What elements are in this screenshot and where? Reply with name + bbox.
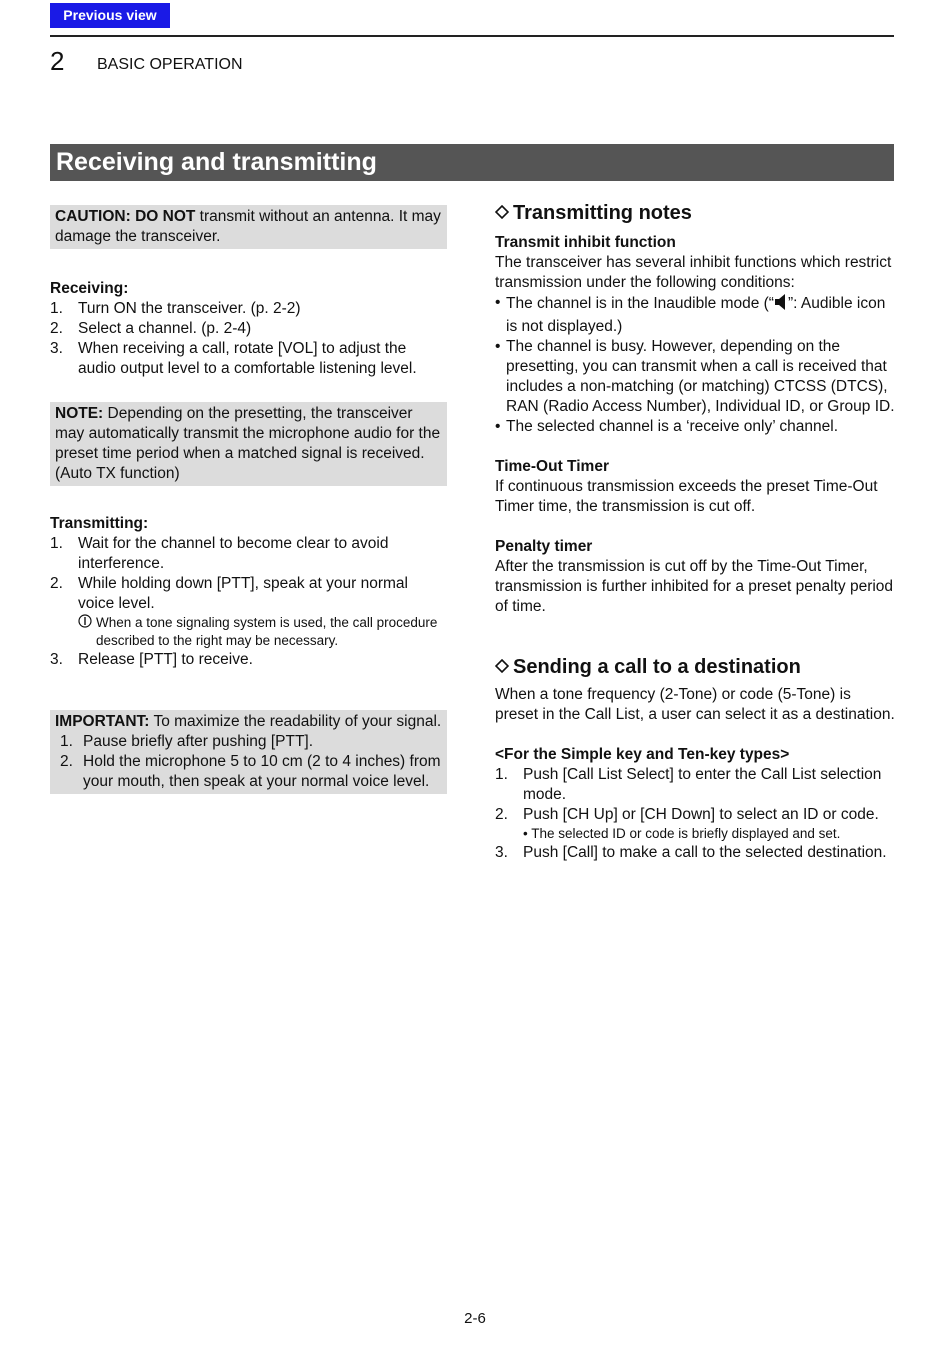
previous-view-button[interactable]: Previous view	[50, 3, 170, 28]
step-text: Release [PTT] to receive.	[78, 651, 253, 668]
step-text: Push [Call] to make a call to the selected destination.	[523, 844, 887, 861]
inhibit-heading: Transmit inhibit function	[495, 234, 676, 251]
step-text: When receiving a call, rotate [VOL] to adjust the audio output level to a comfortable listening level.	[78, 340, 417, 377]
info-circle-icon	[78, 614, 96, 650]
penalty-heading: Penalty timer	[495, 538, 593, 555]
important-label: IMPORTANT:	[55, 713, 150, 730]
step-number: 3.	[50, 340, 63, 357]
list-item	[495, 765, 895, 805]
heading-text: Sending a call to a destination	[513, 656, 801, 678]
list-item	[50, 319, 447, 339]
list-item	[50, 299, 447, 319]
step-number: 1.	[50, 535, 63, 552]
list-item: • The selected channel is a ‘receive only’ channel.	[495, 418, 839, 435]
caution-text: transmit without an antenna. It may damage the transceiver.	[55, 208, 441, 245]
speaker-icon	[774, 293, 788, 317]
step-text: While holding down [PTT], speak at your normal voice level.	[78, 575, 408, 612]
note-box	[50, 402, 447, 486]
caution-label: CAUTION: DO NOT	[55, 208, 196, 225]
step-number: 2.	[50, 575, 63, 592]
list-item	[55, 752, 442, 792]
list-item: • The channel is in the Inaudible mode (“ ”: Audible icon is not displayed.)	[495, 294, 886, 335]
right-column	[495, 203, 895, 863]
list-item	[495, 805, 895, 825]
header-rule	[50, 35, 894, 37]
timeout-text: If continuous transmission exceeds the preset Time-Out Timer time, the transmission is cut off.	[495, 478, 878, 515]
list-item	[50, 339, 447, 379]
step-text: Hold the microphone 5 to 10 cm (2 to 4 inches) from your mouth, then speak at your normal voice level.	[83, 753, 441, 790]
important-box	[50, 710, 447, 794]
sending-subheading: <For the Simple key and Ten-key types>	[495, 746, 790, 763]
page-number: 2-6	[464, 1310, 486, 1327]
step-text: Turn ON the transceiver. (p. 2-2)	[78, 300, 301, 317]
list-item: • The channel is busy. However, depending on the presetting, you can transmit when a call is received that includes a non-matching (or matching) CTCSS (DTCS), RAN (Radio Access Number), Individual ID, or Group ID.	[495, 338, 895, 415]
step-note-text: When a tone signaling system is used, the call procedure described to the right may be necessary.	[96, 615, 438, 648]
step-note	[495, 825, 895, 843]
list-item	[50, 574, 447, 614]
note-label: NOTE:	[55, 405, 104, 422]
step-text: Pause briefly after pushing [PTT].	[83, 733, 314, 750]
step-number: 1.	[495, 766, 508, 783]
step-text: Wait for the channel to become clear to avoid interference.	[78, 535, 389, 572]
diamond-outline-icon	[495, 203, 513, 223]
diamond-outline-icon	[495, 657, 513, 677]
heading-text: Transmitting notes	[513, 202, 692, 224]
left-column	[50, 205, 447, 794]
step-text: Select a channel. (p. 2-4)	[78, 320, 252, 337]
section-title: Receiving and transmitting	[56, 148, 377, 176]
transmitting-notes-heading	[495, 203, 895, 223]
step-number: 2.	[50, 320, 63, 337]
bullet-text: The channel is in the Inaudible mode (“	[506, 295, 774, 312]
step-text: Push [CH Up] or [CH Down] to select an ID or code.	[523, 806, 879, 823]
inhibit-intro: The transceiver has several inhibit functions which restrict transmission under the following conditions:	[495, 254, 892, 291]
note-text: Depending on the presetting, the transceiver may automatically transmit the microphone audio for the preset time period when a matched signal is received. (Auto TX function)	[55, 405, 441, 482]
transmitting-heading: Transmitting:	[50, 515, 149, 532]
step-number: 1.	[50, 300, 63, 317]
bullet-text: The channel is busy. However, depending on the presetting, you can transmit when a call is received that includes a non-matching (or matching) CTCSS (DTCS), RAN (Radio Access Number), Individual ID, or Group ID.	[506, 338, 895, 415]
timeout-heading: Time-Out Timer	[495, 458, 609, 475]
step-note-text: • The selected ID or code is briefly displayed and set.	[523, 826, 841, 841]
sending-intro: When a tone frequency (2-Tone) or code (5-Tone) is preset in the Call List, a user can select it as a destination.	[495, 686, 895, 723]
chapter-number: 2	[50, 46, 65, 76]
list-item	[50, 650, 447, 670]
list-item	[50, 534, 447, 574]
sending-heading	[495, 657, 895, 677]
step-number: 1.	[60, 733, 73, 750]
step-number: 2.	[60, 753, 73, 770]
bullet-text: The selected channel is a ‘receive only’ channel.	[506, 418, 839, 435]
step-number: 3.	[50, 651, 63, 668]
step-number: 3.	[495, 844, 508, 861]
list-item	[55, 732, 442, 752]
chapter-title: BASIC OPERATION	[97, 56, 243, 73]
step-note	[50, 614, 447, 650]
bullet-text: ”: Audible icon is not displayed.)	[506, 295, 886, 335]
important-text: To maximize the readability of your signal.	[149, 713, 442, 730]
receiving-heading: Receiving:	[50, 280, 129, 297]
caution-box	[50, 205, 447, 249]
list-item	[495, 843, 895, 863]
step-number: 2.	[495, 806, 508, 823]
penalty-text: After the transmission is cut off by the Time-Out Timer, transmission is further inhibited for a preset penalty period of time.	[495, 558, 894, 615]
section-title-bar	[50, 144, 894, 181]
step-text: Push [Call List Select] to enter the Call List selection mode.	[523, 766, 882, 803]
